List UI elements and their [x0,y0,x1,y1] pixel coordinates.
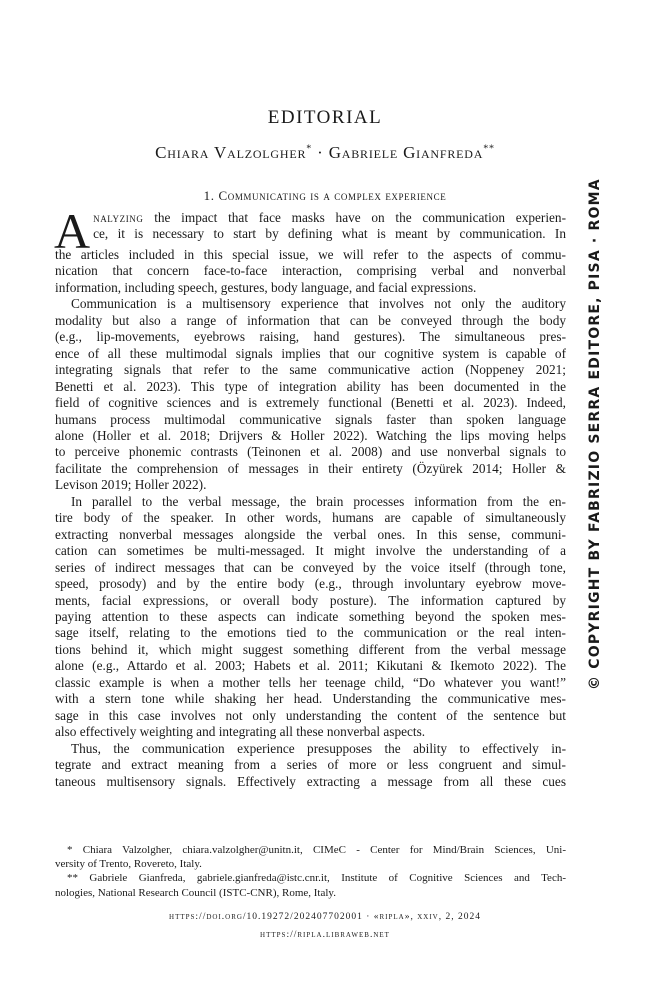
text-line [93,210,566,226]
text-line: speed, prosody) and by the entire body (e.g., through involuntary eyebrow move- [55,576,566,592]
small-caps-word: nalyzing [93,210,144,225]
text-line: series of indirect messages that can be conveyed by the voice itself (through tone, [55,559,566,575]
doi-footer: https://doi.org/10.19272/202407702001 · «ripla», xxiv, 2, 2024 [169,912,481,922]
text-line: facilitate the comprehension of messages in their entirety (Özyürek 2014; Holler & [55,460,566,476]
text-line: sage itself, relating to the emotions tied to the communication or the real inten- [55,625,566,641]
text-line: information, including speech, gestures, body language, and facial expressions. [55,279,477,295]
text-line: paying attention to these aspects can indicate something beyond the spoken mes- [55,608,566,624]
text-line: nication that concern face-to-face interaction, comprising verbal and nonverbal [55,263,566,279]
copyright-sidebar [583,178,607,690]
text-line: alone (Holler et al. 2018; Drijvers & Holler 2022). Watching the lips moving helps [55,427,566,443]
text-line: Levison 2019; Holler 2022). [55,477,207,493]
footnote-mark: ** [483,143,495,155]
text-line: tions behind it, which might suggest something different from the verbal message [55,641,566,657]
copyright-notice: © COPYRIGHT BY FABRIZIO SERRA EDITORE, PISA · ROMA [587,178,603,690]
text-line: the articles included in this special issue, we will refer to the aspects of commu- [55,247,566,262]
text-line: humans process multimodal communicative signals faster than spoken language [55,411,566,427]
text-line: Thus, the communication experience presupposes the ability to effectively in- [71,740,566,756]
text-line: alone (e.g., Attardo et al. 2003; Habets et al. 2011; Kikutani & Ikemoto 2022). The [55,658,566,674]
text-line: tire body of the speaker. In other words, humans are capable of simultaneously [55,510,566,526]
author-name: Gabriele Gianfreda [328,143,484,162]
page-title: EDITORIAL [267,107,383,128]
footnotes [55,843,566,900]
url-footer: https://ripla.libraweb.net [260,930,390,940]
text-line: integrating signals that refer to the same communicative action (Noppeney 2021; [55,362,566,378]
text-line: ments, facial expressions, or overall body posture). The information captured by [55,592,566,608]
footnote-line: ** Gabriele Gianfreda, gabriele.gianfreda@istc.cnr.it, Institute of Cognitive Sciences and Tech- [67,872,566,885]
text-line: classic example is when a mother tells her teenage child, “Do whatever you want!” [55,674,566,690]
text-line: taneous multisensory signals. Effectively extracting a message from all these cues [55,773,566,789]
text-line: Communication is a multisensory experience that involves not only the auditory [71,296,566,312]
author-line [0,143,650,163]
author-separator: · [317,143,324,162]
text-line: ence of all these multimodal signals implies that our cognitive system is capable of [55,345,566,361]
footnote-mark: * [306,143,313,155]
text-line: sage in this case involves not only understanding the content of the sentence but [55,707,566,723]
body-text [54,203,566,790]
text-line: modality but also a range of information that can be conveyed through the body [55,312,566,328]
text-line: field of cognitive sciences and is extremely functional (Benetti et al. 2023). Indeed, [55,395,566,411]
text-line: also effectively weighting and integrating all these nonverbal aspects. [55,724,426,740]
text-line: Benetti et al. 2023). This type of integration ability has been documented in the [55,378,566,394]
text-line: (e.g., lip-movements, eyebrows raising, hand gestures). The simultaneous pres- [55,329,566,345]
text-line: cation can sometimes be multi-messaged. It might involve the understanding of a [55,543,566,559]
footnote-line: versity of Trento, Rovereto, Italy. [55,858,202,871]
footnote-line: * Chiara Valzolgher, chiara.valzolgher@unitn.it, CIMeC - Center for Mind/Brain Sciences, Uni- [67,844,566,856]
text-line: to perceive phonemic contrasts (Teinonen et al. 2008) and use nonverbal signals to [55,444,566,460]
text-line-content: the impact that face masks have on the communication experien- [143,210,566,225]
text-line: extracting nonverbal messages alongside the verbal ones. In this sense, communi- [55,526,566,542]
text-line: ce, it is necessary to start by defining what is meant by communication. In [93,226,566,242]
text-line: with a stern tone while shaking her head. Understanding the communicative mes- [55,691,566,707]
footnote-line: nologies, National Research Council (ISTC-CNR), Rome, Italy. [55,886,336,899]
text-line: In parallel to the verbal message, the brain processes information from the en- [71,493,566,509]
drop-cap: A [54,203,91,259]
section-heading: 1. Communicating is a complex experience [203,188,447,203]
text-line: tegrate and extract meaning from a series of more or less congruent and simul- [55,757,566,773]
author-name: Chiara Valzolgher [155,143,307,162]
